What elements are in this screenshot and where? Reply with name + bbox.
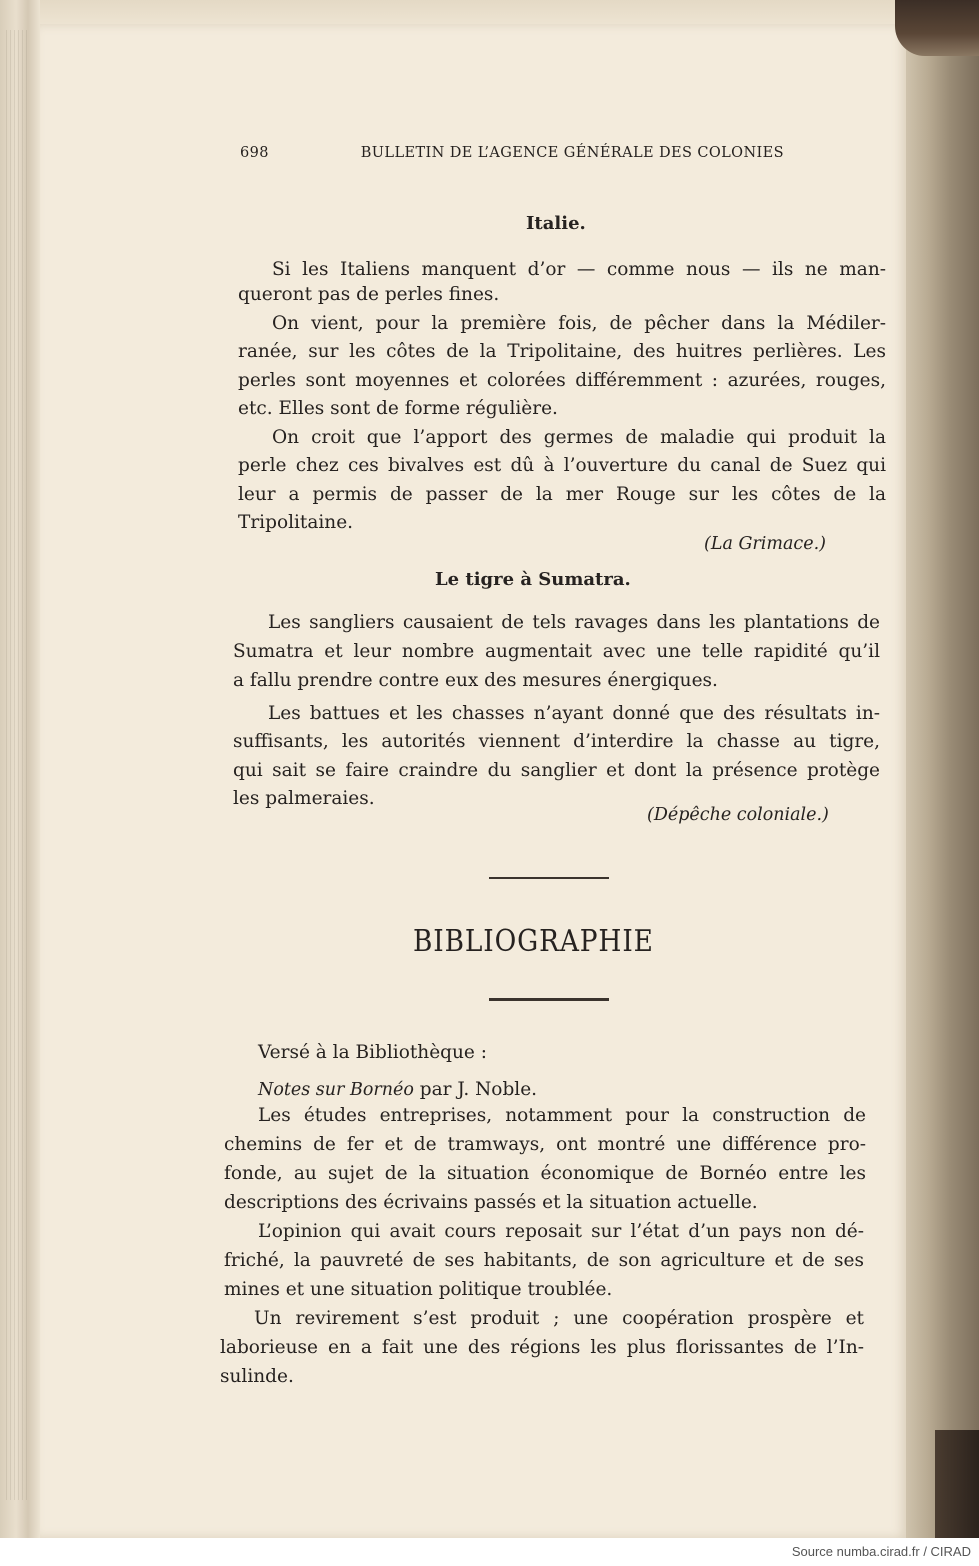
paragraph-line: sulinde. (220, 1366, 294, 1387)
paragraph-line: friché, la pauvreté de ses habitants, de son agriculture et de ses (224, 1250, 864, 1271)
paragraph-line: L’opinion qui avait cours reposait sur l’état d’un pays non dé- (258, 1221, 864, 1242)
paragraph-line: leur a permis de passer de la mer Rouge sur les côtes de la (238, 484, 886, 505)
paragraph-line: Les battues et les chasses n’ayant donné que des résultats in- (268, 703, 880, 724)
book-title: Notes sur Bornéo (258, 1080, 414, 1100)
paragraph-line: ranée, sur les côtes de la Tripolitaine, des huitres perlières. Les (238, 341, 886, 362)
book-page-edges (0, 0, 40, 1538)
page-edge-stripes (6, 30, 28, 1500)
book-binding (906, 0, 979, 1538)
paragraph-line: suffisants, les autorités viennent d’interdire la chasse au tigre, (233, 731, 880, 752)
running-head (240, 146, 784, 161)
paragraph-line: descriptions des écrivains passés et la situation actuelle. (224, 1192, 758, 1213)
section-heading-italie: Italie. (526, 213, 586, 234)
paragraph-line: les palmeraies. (233, 788, 375, 809)
source-attribution: (Dépêche coloniale.) (647, 805, 829, 825)
title-underline (489, 998, 609, 1001)
journal-title: BULLETIN DE L’AGENCE GÉNÉRALE DES COLONIES (360, 145, 784, 161)
paragraph-line: perles sont moyennes et colorées différemment : azurées, rouges, (238, 370, 886, 391)
binding-top-shadow (895, 0, 979, 56)
paragraph-line: On croit que l’apport des germes de maladie qui produit la (272, 427, 886, 448)
paragraph-line: laborieuse en a fait une des régions les plus florissantes de l’In- (220, 1337, 864, 1358)
paragraph-line: Les sangliers causaient de tels ravages dans les plantations de (268, 612, 880, 633)
page-number: 698 (240, 145, 269, 161)
paragraph-line: Si les Italiens manquent d’or — comme nous — ils ne man- (272, 259, 886, 280)
paragraph-line: Les études entreprises, notamment pour la construction de (258, 1105, 866, 1126)
binding-bottom-shadow (935, 1430, 979, 1538)
paragraph-line: a fallu prendre contre eux des mesures énergiques. (233, 670, 718, 691)
book-reference (258, 1081, 537, 1100)
paragraph-line: etc. Elles sont de forme régulière. (238, 398, 558, 419)
bibliotheque-intro: Versé à la Bibliothèque : (258, 1042, 487, 1063)
source-credit: Source numba.cirad.fr / CIRAD (791, 1544, 971, 1559)
paragraph-line: Tripolitaine. (238, 512, 354, 533)
section-divider (489, 877, 609, 879)
book-author: par J. Noble. (419, 1079, 538, 1100)
paragraph-line: Un revirement s’est produit ; une coopération prospère et (254, 1308, 864, 1329)
source-attribution: (La Grimace.) (704, 534, 826, 554)
bibliographie-title: BIBLIOGRAPHIE (413, 924, 654, 959)
paragraph-line: perle chez ces bivalves est dû à l’ouverture du canal de Suez qui (238, 455, 886, 476)
paragraph-line: On vient, pour la première fois, de pêcher dans la Médiler- (272, 313, 886, 334)
paragraph-line: queront pas de perles fines. (238, 284, 500, 305)
paragraph-line: chemins de fer et de tramways, ont montré une différence pro- (224, 1134, 866, 1155)
paragraph-line: Sumatra et leur nombre augmentait avec une telle rapidité qu’il (233, 641, 880, 662)
paragraph-line: qui sait se faire craindre du sanglier et dont la présence protège (233, 760, 880, 781)
paragraph-line: mines et une situation politique troublée. (224, 1279, 613, 1300)
section-heading-tigre: Le tigre à Sumatra. (435, 569, 631, 590)
paragraph-line: fonde, au sujet de la situation économique de Bornéo entre les (224, 1163, 866, 1184)
